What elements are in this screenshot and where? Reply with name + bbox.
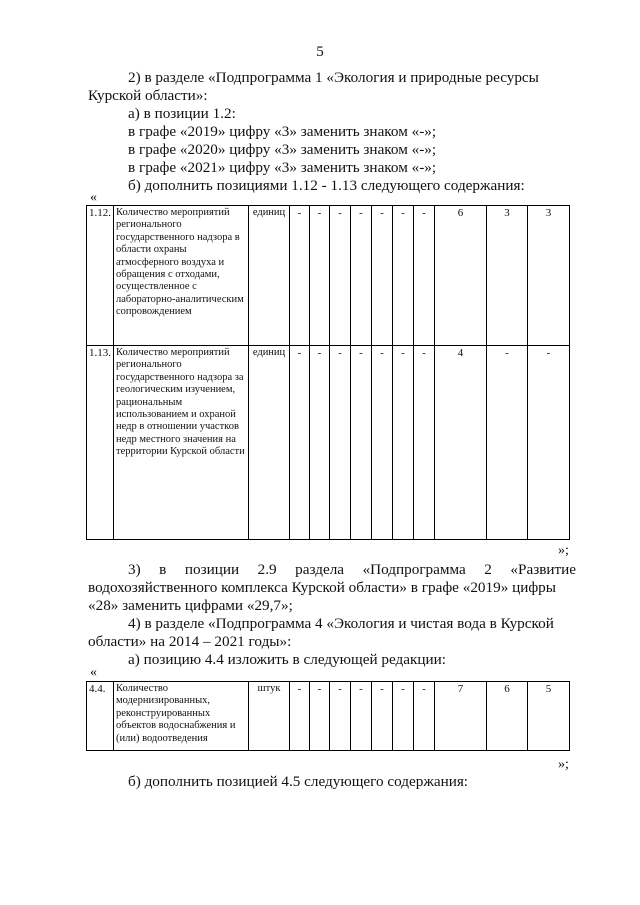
value-cell: - (414, 346, 435, 540)
unit-cell: единиц (249, 206, 290, 346)
value-cell: - (372, 682, 393, 751)
paragraph-3-line-3: «28» заменить цифрами «29,7»; (88, 597, 293, 614)
table-row (87, 206, 570, 346)
position-number: 1.12. (87, 206, 114, 346)
paragraph-4b: б) дополнить позицией 4.5 следующего содержания: (128, 773, 469, 790)
page-number: 5 (316, 44, 324, 60)
paragraph-2a-item-3: в графе «2021» цифру «3» заменить знаком «-»; (128, 159, 437, 176)
value-cell: - (414, 206, 435, 346)
value-cell: - (487, 346, 528, 540)
value-cell: - (351, 682, 372, 751)
value-cell: - (393, 346, 414, 540)
value-cell: - (414, 682, 435, 751)
value-cell: - (290, 682, 310, 751)
value-cell: 6 (435, 206, 487, 346)
paragraph-2-line-1: 2) в разделе «Подпрограмма 1 «Экология и природные ресурсы (128, 69, 539, 86)
unit-cell: единиц (249, 346, 290, 540)
position-number: 1.13. (87, 346, 114, 540)
paragraph-2-line-2: Курской области»: (88, 87, 208, 104)
unit-cell: штук (249, 682, 290, 751)
close-quote-1: »; (558, 543, 569, 558)
value-cell: - (310, 346, 330, 540)
value-cell: - (330, 346, 351, 540)
position-number: 4.4. (87, 682, 114, 751)
positions-table-1 (86, 205, 570, 540)
paragraph-2a-item-2: в графе «2020» цифру «3» заменить знаком «-»; (128, 141, 437, 158)
value-cell: 6 (487, 682, 528, 751)
paragraph-3-line-1: 3) в позиции 2.9 раздела «Подпрограмма 2 «Развитие (128, 561, 576, 578)
value-cell: 3 (487, 206, 528, 346)
paragraph-4-line-2: области» на 2014 – 2021 годы»: (88, 633, 292, 650)
paragraph-4a: а) позицию 4.4 изложить в следующей редакции: (128, 651, 446, 668)
value-cell: - (351, 346, 372, 540)
paragraph-2a: а) в позиции 1.2: (128, 105, 236, 122)
paragraph-3-line-2: водохозяйственного комплекса Курской области» в графе «2019» цифры (88, 579, 556, 596)
value-cell: - (310, 682, 330, 751)
open-quote-1: « (90, 190, 97, 205)
paragraph-2b: б) дополнить позициями 1.12 - 1.13 следующего содержания: (128, 177, 525, 194)
value-cell: 4 (435, 346, 487, 540)
paragraph-2a-item-1: в графе «2019» цифру «3» заменить знаком «-»; (128, 123, 437, 140)
value-cell: - (372, 346, 393, 540)
indicator-name: Количество модернизированных, реконструированных объектов водоснабжения и (или) водоотведения (114, 682, 249, 751)
value-cell: - (310, 206, 330, 346)
value-cell: - (351, 206, 372, 346)
table-row (87, 346, 570, 540)
table-row (87, 682, 570, 751)
value-cell: - (330, 682, 351, 751)
value-cell: 7 (435, 682, 487, 751)
indicator-name: Количество мероприятий регионального государственного надзора за геологическим изучением, рациональным использованием и охраной недр в отношении участков недр местного значения на территории Курской области (114, 346, 249, 540)
open-quote-2: « (90, 665, 97, 680)
close-quote-2: »; (558, 757, 569, 772)
value-cell: - (528, 346, 570, 540)
value-cell: 3 (528, 206, 570, 346)
value-cell: - (330, 206, 351, 346)
positions-table-2 (86, 681, 570, 751)
value-cell: - (393, 682, 414, 751)
value-cell: - (393, 206, 414, 346)
value-cell: - (290, 206, 310, 346)
value-cell: 5 (528, 682, 570, 751)
value-cell: - (290, 346, 310, 540)
paragraph-4-line-1: 4) в разделе «Подпрограмма 4 «Экология и чистая вода в Курской (128, 615, 554, 632)
value-cell: - (372, 206, 393, 346)
indicator-name: Количество мероприятий регионального государственного надзора в области охраны атмосферного воздуха и обращения с отходами, осуществленное с лабораторно-аналитическим сопровождением (114, 206, 249, 346)
